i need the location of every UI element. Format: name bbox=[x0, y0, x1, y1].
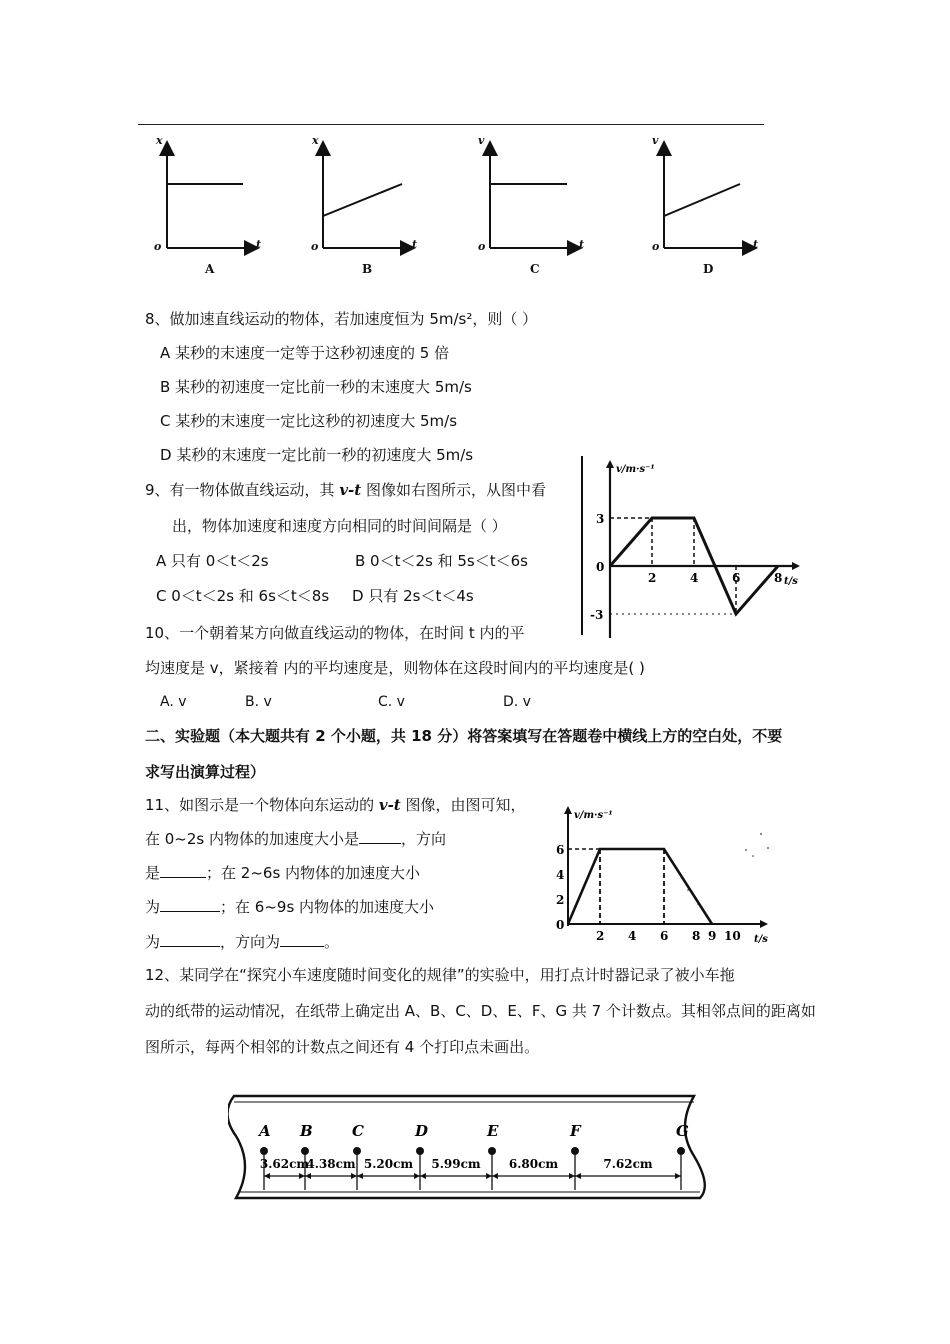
q11-line5: 为 ，方向为 。 bbox=[145, 933, 340, 951]
q11-ytick-0: 0 bbox=[556, 918, 565, 932]
q11-blank-1[interactable] bbox=[359, 829, 401, 844]
tape-distance-3: 5.99cm bbox=[431, 1157, 481, 1171]
top-rule bbox=[138, 124, 764, 125]
tape-distance-4: 6.80cm bbox=[508, 1157, 559, 1171]
q11-scatter-dots bbox=[687, 833, 769, 905]
q9-ytick-0: 0 bbox=[596, 560, 605, 574]
graph-b-xlabel: t bbox=[412, 238, 418, 251]
q9-y-axis-label: v/m·s⁻¹ bbox=[616, 464, 655, 475]
q8-option-d: D 某秒的末速度一定比前一秒的初速度大 5m/s bbox=[160, 446, 474, 464]
graph-d-line bbox=[664, 184, 740, 216]
q10-option-a: A. v bbox=[160, 694, 187, 710]
q10-line1: 10、一个朝着某方向做直线运动的物体，在时间 t 内的平 bbox=[145, 624, 525, 642]
tape-point-label-D: D bbox=[415, 1122, 429, 1140]
graph-d bbox=[664, 144, 754, 248]
graph-d-tag: D bbox=[703, 262, 714, 276]
q10-option-c: C. v bbox=[378, 694, 405, 710]
q11-xtick-4: 4 bbox=[628, 929, 637, 943]
tape-distance-5: 7.62cm bbox=[603, 1157, 653, 1171]
graph-b bbox=[323, 144, 412, 248]
q8-option-b: B 某秒的初速度一定比前一秒的末速度大 5m/s bbox=[160, 378, 472, 396]
graph-a-ylabel: x bbox=[156, 134, 163, 147]
graph-c bbox=[490, 144, 579, 248]
tape-distance-1: 4.38cm bbox=[306, 1157, 356, 1171]
graphs-row bbox=[130, 130, 780, 280]
ticker-tape bbox=[228, 1086, 710, 1204]
q8-stem: 8、做加速直线运动的物体，若加速度恒为 5m/s²，则（ ） bbox=[145, 310, 538, 328]
q11-ytick-6: 6 bbox=[556, 843, 565, 857]
q11-line4: 为 ；在 6~9s 内物体的加速度大小 bbox=[145, 898, 435, 916]
graph-a-origin: o bbox=[154, 240, 162, 253]
q8-option-c: C 某秒的末速度一定比这秒的初速度大 5m/s bbox=[160, 412, 458, 430]
q8-option-a: A 某秒的末速度一定等于这秒初速度的 5 倍 bbox=[160, 344, 450, 362]
q9-xtick-8: 8 bbox=[774, 571, 783, 585]
section2-heading-line2: 求写出演算过程） bbox=[145, 763, 266, 781]
q11-xtick-10: 10 bbox=[724, 929, 741, 943]
tape-point-label-E: E bbox=[487, 1122, 499, 1140]
section2-heading-line1: 二、实验题（本大题共有 2 个小题，共 18 分）将答案填写在答题卷中横线上方的空白处，不要 bbox=[145, 727, 783, 745]
q9-xtick-4: 4 bbox=[690, 571, 699, 585]
graph-b-origin: o bbox=[311, 240, 319, 253]
tape-point-label-A: A bbox=[259, 1122, 271, 1140]
q11-line1: 11、如图示是一个物体向东运动的 v-t 图像，由图可知， bbox=[145, 796, 526, 814]
graph-c-xlabel: t bbox=[579, 238, 585, 251]
q9-vt-chart bbox=[570, 450, 815, 640]
tape-point-label-C: C bbox=[352, 1122, 364, 1140]
graph-b-tag: B bbox=[362, 262, 373, 276]
q9-stem-line2: 出，物体加速度和速度方向相同的时间间隔是（ ） bbox=[172, 517, 507, 535]
graph-b-line bbox=[323, 184, 402, 216]
tape-distance-0: 3.62cm bbox=[259, 1157, 310, 1171]
q9-option-a: A 只有 0＜t＜2s bbox=[156, 552, 269, 570]
q9-xtick-2: 2 bbox=[648, 571, 657, 585]
q11-blank-3[interactable] bbox=[160, 897, 220, 912]
q9-ytick--3: -3 bbox=[590, 608, 604, 622]
tape-point-label-B: B bbox=[300, 1122, 313, 1140]
graph-c-ylabel: v bbox=[478, 134, 485, 147]
tape-point-label-F: F bbox=[570, 1122, 581, 1140]
q11-ytick-4: 4 bbox=[556, 868, 565, 882]
q11-xtick-6: 6 bbox=[660, 929, 669, 943]
q10-option-d: D. v bbox=[503, 694, 531, 710]
q11-blank-2[interactable] bbox=[160, 863, 206, 878]
q11-blank-4[interactable] bbox=[160, 932, 220, 947]
q9-xtick-6: 6 bbox=[732, 571, 741, 585]
q11-x-axis-label: t/s bbox=[754, 934, 768, 945]
q12-line2: 动的纸带的运动情况，在纸带上确定出 A、B、C、D、E、F、G 共 7 个计数点。其相邻点间的距离如 bbox=[145, 1002, 816, 1020]
graph-a-xlabel: t bbox=[256, 238, 262, 251]
q9-ytick-3: 3 bbox=[596, 512, 605, 526]
q11-line3: 是 ；在 2~6s 内物体的加速度大小 bbox=[145, 864, 421, 882]
graph-b-ylabel: x bbox=[312, 134, 319, 147]
q10-option-b: B. v bbox=[245, 694, 272, 710]
q9-option-c: C 0＜t＜2s 和 6s＜t＜8s bbox=[156, 587, 330, 605]
q11-ytick-2: 2 bbox=[556, 893, 565, 907]
q11-line2: 在 0~2s 内物体的加速度大小是 ，方向 bbox=[145, 830, 447, 848]
q12-line1: 12、某同学在“探究小车速度随时间变化的规律”的实验中，用打点计时器记录了被小车拖 bbox=[145, 966, 735, 984]
tape-point-label-G: G bbox=[676, 1122, 689, 1140]
q9-stem-line1: 9、有一物体做直线运动，其 v-t 图像如右图所示，从图中看 bbox=[145, 481, 546, 499]
graph-d-ylabel: v bbox=[652, 134, 659, 147]
q9-x-axis-label: t/s bbox=[784, 576, 798, 587]
graph-d-origin: o bbox=[652, 240, 660, 253]
q11-vt-chart bbox=[548, 798, 778, 950]
q9-option-b: B 0＜t＜2s 和 5s＜t＜6s bbox=[355, 552, 528, 570]
graph-c-tag: C bbox=[530, 262, 540, 276]
q11-xtick-2: 2 bbox=[596, 929, 605, 943]
tape-outline bbox=[228, 1096, 705, 1198]
graph-a bbox=[167, 144, 256, 248]
q10-line2: 均速度是 v，紧接着 内的平均速度是，则物体在这段时间内的平均速度是( ) bbox=[145, 659, 645, 677]
q11-blank-5[interactable] bbox=[280, 932, 324, 947]
graph-c-origin: o bbox=[478, 240, 486, 253]
q11-xtick-8: 8 bbox=[692, 929, 701, 943]
q11-series-line bbox=[568, 849, 712, 924]
q12-line3: 图所示，每两个相邻的计数点之间还有 4 个打印点未画出。 bbox=[145, 1038, 540, 1056]
q11-xtick-9: 9 bbox=[708, 929, 717, 943]
q9-option-d: D 只有 2s＜t＜4s bbox=[352, 587, 474, 605]
tape-distance-2: 5.20cm bbox=[363, 1157, 414, 1171]
graph-d-xlabel: t bbox=[753, 238, 759, 251]
graph-a-tag: A bbox=[205, 262, 215, 276]
q11-y-axis-label: v/m·s⁻¹ bbox=[574, 810, 613, 821]
